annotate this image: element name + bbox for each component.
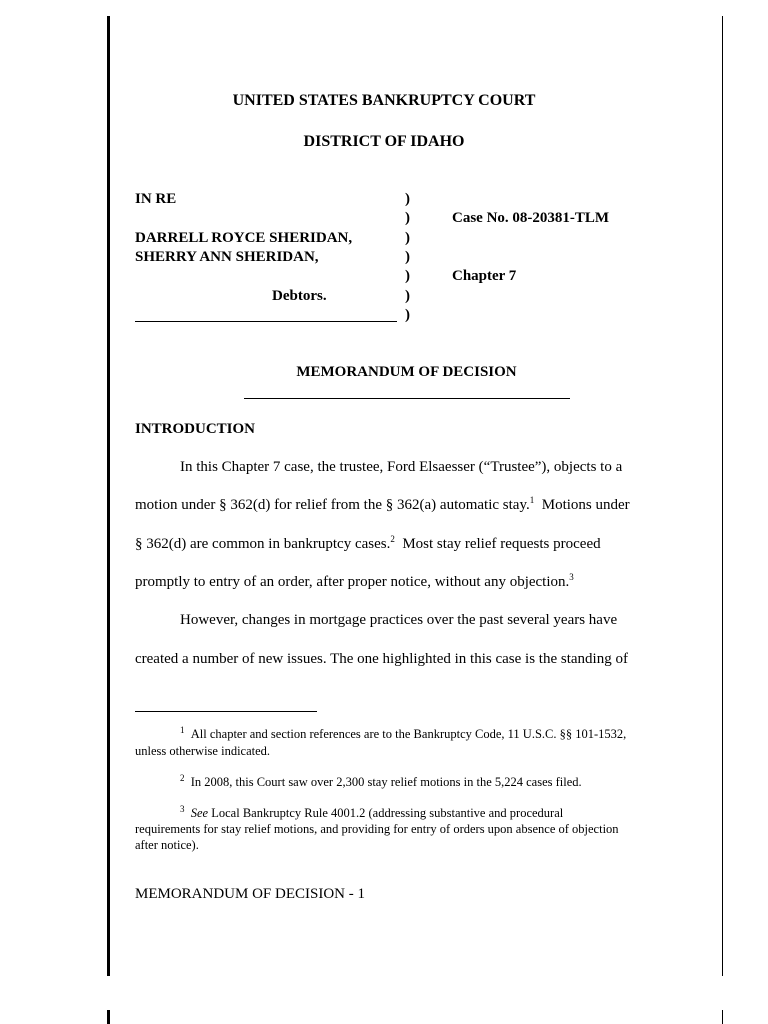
left-margin-rule (107, 16, 110, 976)
caption-paren: ) (405, 249, 410, 265)
footnote-3-cont: requirements for stay relief motions, and providing for entry of orders upon absence of objection (135, 822, 619, 836)
footnote-number: 3 (180, 803, 185, 814)
footnote-separator (135, 711, 317, 712)
next-page-left-rule (107, 1010, 110, 1024)
court-district: DISTRICT OF IDAHO (303, 133, 465, 150)
caption-paren: ) (405, 288, 410, 304)
caption-signature-line (135, 321, 397, 322)
caption-paren: ) (405, 191, 410, 207)
footnote-1-cont: unless otherwise indicated. (135, 744, 271, 758)
footnote-number: 1 (180, 724, 185, 735)
footnote-ref: 3 (569, 572, 574, 582)
body-line: created a number of new issues. The one highlighted in this case is the standing of (135, 651, 628, 667)
caption-debtors-label: Debtors. (272, 288, 327, 304)
footnote-2 (135, 772, 582, 790)
body-text: Most stay relief requests proceed (394, 536, 601, 552)
body-line: In this Chapter 7 case, the trustee, Ford Elsaesser (“Trustee”), objects to a (180, 459, 623, 475)
footnote-3-cont: after notice). (135, 838, 199, 852)
chapter-label: Chapter 7 (452, 268, 517, 284)
footnote-text: All chapter and section references are to the Bankruptcy Code, 11 U.S.C. §§ 101-1532, (190, 727, 627, 741)
body-text: Motions under (534, 497, 630, 513)
footnote-number: 2 (180, 772, 185, 783)
case-number: Case No. 08-20381-TLM (452, 210, 610, 226)
footnote-ref: 2 (390, 534, 395, 544)
memorandum-title: MEMORANDUM OF DECISION (296, 364, 517, 380)
caption-in-re: IN RE (135, 191, 177, 207)
court-title: UNITED STATES BANKRUPTCY COURT (232, 92, 536, 109)
body-text: motion under § 362(d) for relief from the § 362(a) automatic stay. (135, 497, 530, 513)
footnote-1 (135, 724, 627, 742)
caption-paren: ) (405, 307, 410, 323)
caption-debtor-1: DARRELL ROYCE SHERIDAN, (135, 230, 353, 246)
caption-paren: ) (405, 210, 410, 226)
caption-debtor-2: SHERRY ANN SHERIDAN, (135, 249, 319, 265)
next-page-right-rule (722, 1010, 723, 1024)
section-heading: INTRODUCTION (135, 421, 256, 437)
page-footer: MEMORANDUM OF DECISION - 1 (135, 886, 366, 902)
body-text: promptly to entry of an order, after proper notice, without any objection. (135, 574, 570, 590)
right-margin-rule (722, 16, 723, 976)
caption-paren: ) (405, 230, 410, 246)
body-line (135, 536, 601, 553)
caption-paren: ) (405, 268, 410, 284)
footnote-text: Local Bankruptcy Rule 4001.2 (addressing substantive and procedural (208, 806, 564, 820)
memorandum-title-rule (244, 398, 570, 399)
body-line (135, 574, 574, 591)
footnote-3 (135, 803, 564, 821)
footnote-signal: See (190, 806, 209, 820)
body-line: However, changes in mortgage practices over the past several years have (180, 612, 618, 628)
body-text: § 362(d) are common in bankruptcy cases. (135, 536, 391, 552)
body-line (135, 497, 630, 514)
footnote-ref: 1 (529, 495, 535, 505)
footnote-text: In 2008, this Court saw over 2,300 stay relief motions in the 5,224 cases filed. (190, 775, 582, 789)
